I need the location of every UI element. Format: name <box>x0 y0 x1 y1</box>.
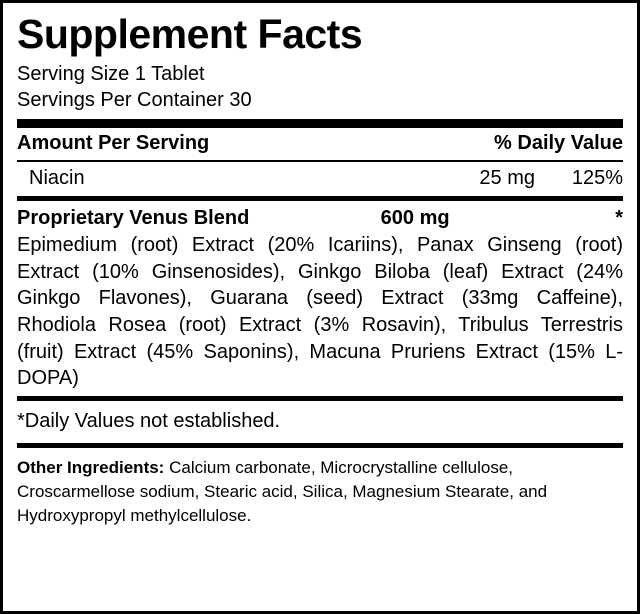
nutrient-daily-value: 125% <box>571 167 623 190</box>
blend-amount: 600 mg <box>380 207 450 230</box>
amount-per-serving-header: Amount Per Serving <box>17 132 210 155</box>
page-title: Supplement Facts <box>17 11 363 57</box>
other-ingredients <box>17 448 623 528</box>
blend-name: Proprietary Venus Blend <box>17 207 250 230</box>
other-ingredients-heading: Other Ingredients: <box>17 457 165 477</box>
blend-description: Epimedium (root) Extract (20% Icariins), Panax Ginseng (root) Extract (10% Ginsenosides), Ginkgo Biloba (leaf) Extract (24% Ginkgo Flavones), Guarana (seed) Extract (33mg Caffeine), Rhodiola Rosea (root) Extract (3% Rosavin), Tribulus Terrestris (fruit) Extract (45% Saponins), Macuna Pruriens Extract (15% L-DOPA) <box>17 234 623 390</box>
nutrient-amount: 25 mg <box>479 167 535 190</box>
divider-thick-top <box>17 119 623 128</box>
daily-value-header: % Daily Value <box>494 132 623 155</box>
serving-size-text: Serving Size 1 Tablet <box>17 63 205 86</box>
table-row <box>17 162 623 196</box>
nutrient-name: Niacin <box>29 167 85 190</box>
daily-value-footnote: *Daily Values not established. <box>17 409 281 432</box>
servings-per-container-text: Servings Per Container 30 <box>17 88 252 111</box>
other-ingredients-text: Calcium carbonate, Microcrystalline cellulose, Croscarmellose sodium, Stearic acid, Silica, Magnesium Stearate, and Hydroxypropyl methylcellulose. <box>17 457 548 526</box>
blend-daily-value: * <box>615 207 623 230</box>
blend-row <box>17 201 623 232</box>
table-header-row <box>17 128 623 160</box>
